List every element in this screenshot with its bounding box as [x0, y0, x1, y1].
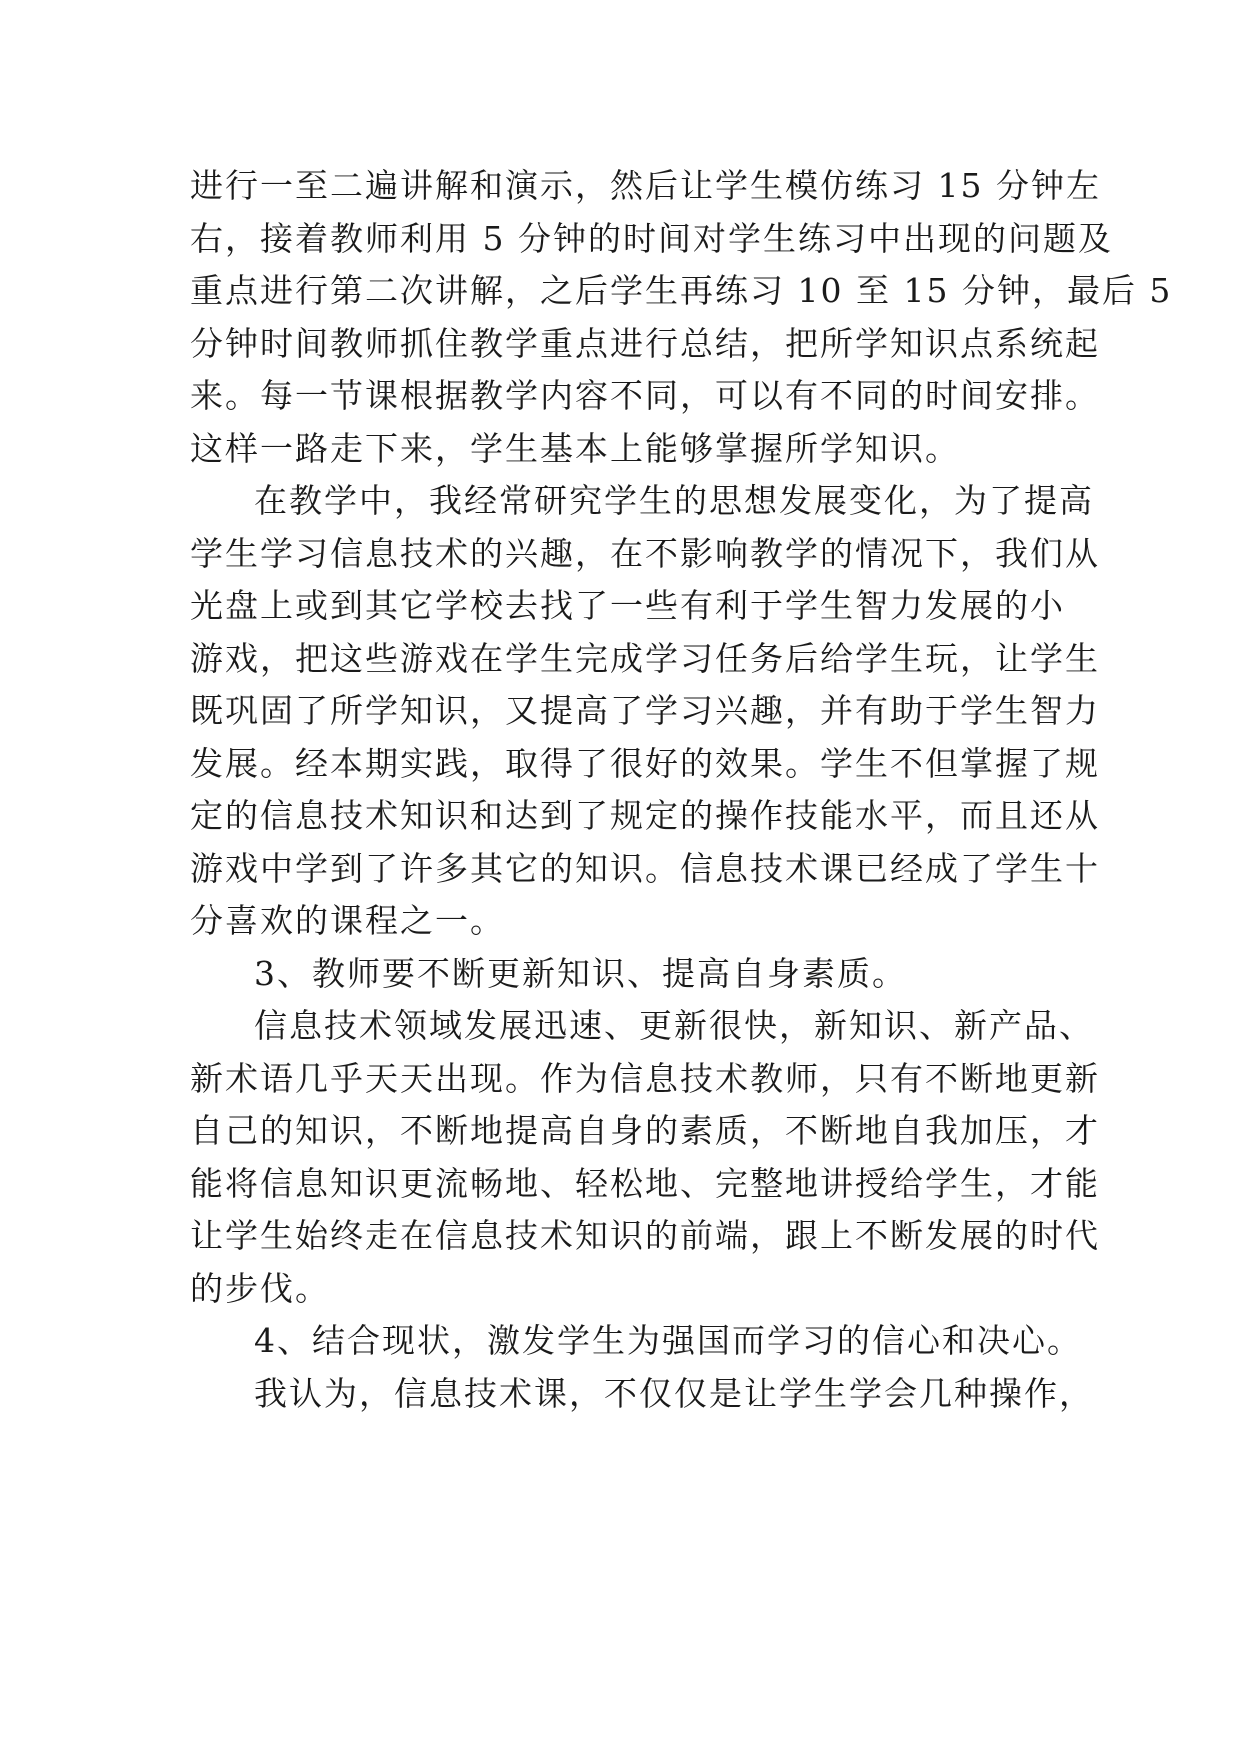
text-line: 新术语几乎天天出现。作为信息技术教师，只有不断地更新	[190, 1058, 1100, 1098]
text-line: 右，接着教师利用 5 分钟的时间对学生练习中出现的问题及	[190, 218, 1113, 258]
text-line: 学生学习信息技术的兴趣，在不影响教学的情况下，我们从	[190, 533, 1100, 573]
text-line: 分钟时间教师抓住教学重点进行总结，把所学知识点系统起	[190, 323, 1100, 363]
text-line: 让学生始终走在信息技术知识的前端，跟上不断发展的时代	[190, 1216, 1100, 1255]
section-heading: 3、教师要不断更新知识、提高自身素质。	[254, 953, 907, 993]
text-line: 游戏中学到了许多其它的知识。信息技术课已经成了学生十	[190, 848, 1100, 888]
text-line: 自己的知识，不断地提高自身的素质，不断地自我加压，才	[190, 1111, 1100, 1150]
document-body	[190, 160, 1173, 1420]
text-line: 既巩固了所学知识，又提高了学习兴趣，并有助于学生智力	[190, 691, 1100, 730]
text-line: 进行一至二遍讲解和演示，然后让学生模仿练习 15 分钟左	[190, 166, 1101, 205]
text-line: 发展。经本期实践，取得了很好的效果。学生不但掌握了规	[190, 743, 1100, 783]
text-line: 游戏，把这些游戏在学生完成学习任务后给学生玩，让学生	[190, 638, 1100, 678]
text-line: 定的信息技术知识和达到了规定的操作技能水平，而且还从	[190, 796, 1100, 835]
text-line: 来。每一节课根据教学内容不同，可以有不同的时间安排。	[190, 376, 1100, 415]
section-heading: 4、结合现状，激发学生为强国而学习的信心和决心。	[254, 1321, 1082, 1360]
text-line: 的步伐。	[190, 1268, 330, 1308]
text-line: 能将信息知识更流畅地、轻松地、完整地讲授给学生，才能	[190, 1163, 1100, 1203]
text-line: 这样一路走下来，学生基本上能够掌握所学知识。	[190, 428, 960, 468]
text-line: 分喜欢的课程之一。	[190, 901, 505, 940]
text-line: 重点进行第二次讲解，之后学生再练习 10 至 15 分钟，最后 5	[190, 271, 1173, 310]
paragraph-first-line: 在教学中，我经常研究学生的思想发展变化，为了提高	[254, 481, 1094, 520]
text-line: 光盘上或到其它学校去找了一些有利于学生智力发展的小	[190, 586, 1065, 625]
paragraph-first-line: 我认为，信息技术课，不仅仅是让学生学会几种操作，	[254, 1373, 1094, 1413]
paragraph-first-line: 信息技术领域发展迅速、更新很快，新知识、新产品、	[254, 1006, 1094, 1045]
